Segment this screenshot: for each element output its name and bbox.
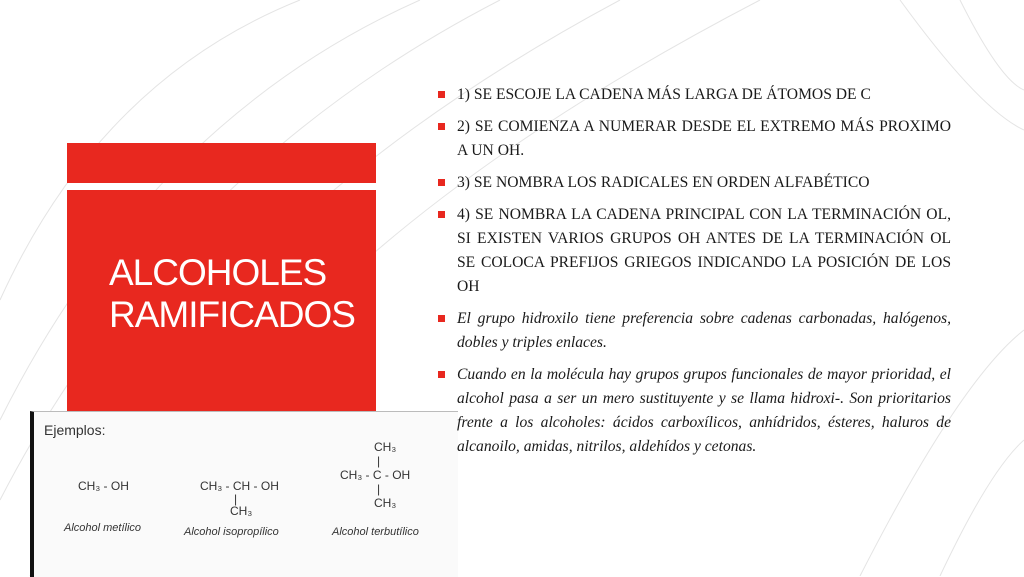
- tertbutanol-bottom: CH₃: [374, 496, 397, 510]
- examples-image: [30, 411, 458, 577]
- bullet-item: [437, 363, 951, 459]
- square-bullet-icon: [438, 211, 445, 218]
- bullet-text: 3) SE NOMBRA LOS RADICALES EN ORDEN ALFABÉTICO: [457, 174, 870, 191]
- tertbutanol-caption: Alcohol terbutílico: [332, 526, 419, 538]
- tertbutanol-top: CH₃: [374, 440, 397, 454]
- slide-title-line1: ALCOHOLES: [109, 252, 327, 293]
- square-bullet-icon: [438, 179, 445, 186]
- bullet-item: [437, 171, 951, 195]
- tertbutanol-formula: CH₃ - C - OH: [340, 468, 411, 482]
- isopropanol-formula: CH₃ - CH - OH: [200, 479, 279, 493]
- bullet-item: [437, 307, 951, 355]
- title-accent-strip: [67, 143, 376, 183]
- tertbutanol-bond-top: |: [377, 454, 381, 468]
- bullet-text: 2) SE COMIENZA A NUMERAR DESDE EL EXTREMO MÁS PROXIMO A UN OH.: [457, 118, 951, 159]
- bullet-text: 4) SE NOMBRA LA CADENA PRINCIPAL CON LA TERMINACIÓN OL, SI EXISTEN VARIOS GRUPOS OH ANTES DE LA TERMINACIÓN OL SE COLOCA PREFIJOS GRIEGOS INDICANDO LA POSICIÓN DE LOS OH: [457, 206, 951, 295]
- bullet-text: Cuando en la molécula hay grupos grupos funcionales de mayor prioridad, el alcohol pasa a ser un mero sustituyente y se llama hidroxi-. Son prioritarios frente a los alcoholes: ácidos carboxílicos, anhídridos, ésteres, haluros de alcanoilo, amidas, nitrilos, aldehídos y cetonas.: [457, 366, 951, 455]
- square-bullet-icon: [438, 91, 445, 98]
- bullet-list: [437, 83, 951, 467]
- isopropanol-caption: Alcohol isopropílico: [184, 526, 279, 538]
- slide-title-line2: RAMIFICADOS: [109, 294, 355, 335]
- bullet-item: [437, 115, 951, 163]
- methanol-formula: CH₃ - OH: [78, 479, 129, 493]
- bullet-item: [437, 83, 951, 107]
- square-bullet-icon: [438, 315, 445, 322]
- square-bullet-icon: [438, 123, 445, 130]
- isopropanol-bond: |: [234, 492, 238, 506]
- methanol-caption: Alcohol metílico: [64, 522, 142, 534]
- tertbutanol-bond-bottom: |: [377, 482, 381, 496]
- bullet-item: [437, 203, 951, 299]
- examples-heading: Ejemplos:: [44, 422, 106, 438]
- slide-title: [109, 252, 369, 336]
- square-bullet-icon: [438, 371, 445, 378]
- bullet-text: 1) SE ESCOJE LA CADENA MÁS LARGA DE ÁTOMOS DE C: [457, 86, 871, 103]
- isopropanol-branch: CH₃: [230, 504, 253, 518]
- bullet-text: El grupo hidroxilo tiene preferencia sobre cadenas carbonadas, halógenos, dobles y triples enlaces.: [457, 310, 951, 351]
